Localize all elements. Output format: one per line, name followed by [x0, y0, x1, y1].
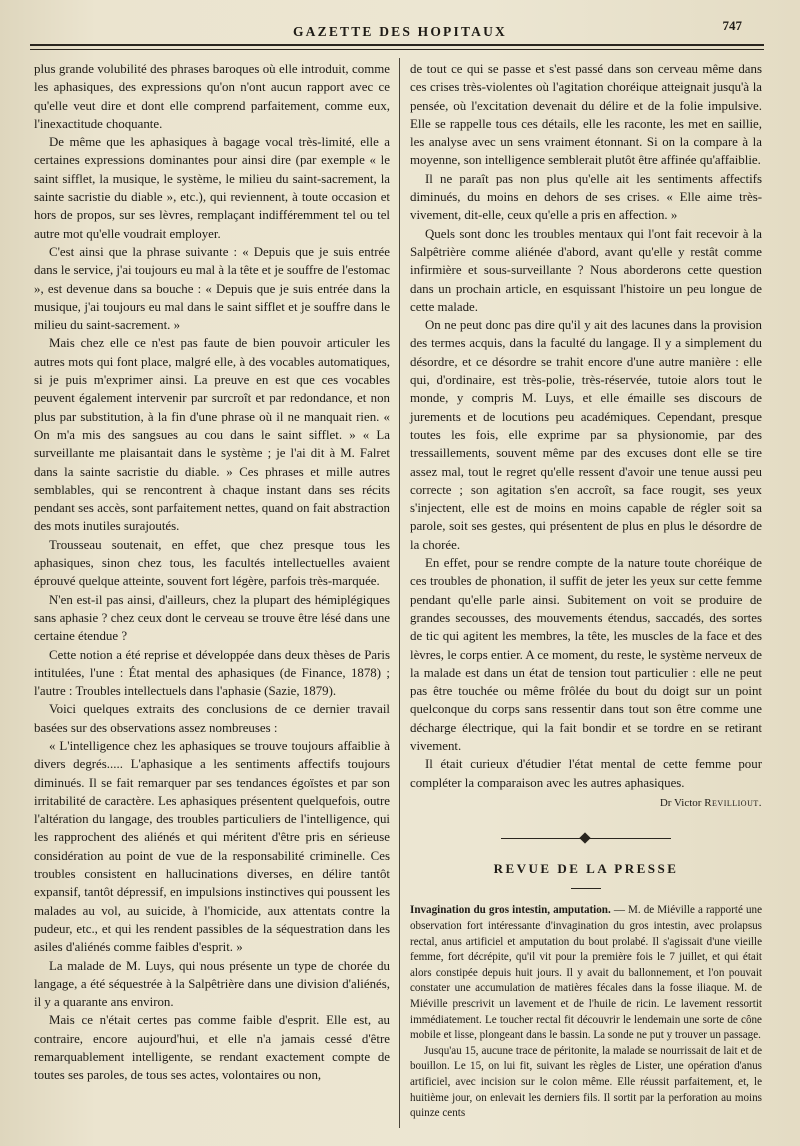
header-rule — [30, 44, 764, 46]
paragraph: Trousseau soutenait, en effet, que chez presque tous les aphasiques, sinon chez tous, les facultés intellectuelles avaient éprouvé quelque atteinte, souvent fort légère, parfois très-marquée. — [34, 537, 390, 589]
press-paragraph: Jusqu'au 15, aucune trace de péritonite, la malade se nourrissait de lait et de bouillon. Le 15, on lui fit, suivant les règles de Lister, une opération d'anus artificiel, avec incision sur le colon même. Elle réussit parfaitement, et, le huitième jour, on enlevait les derniers fils. Il sortit par la perforation au moins quinze cents — [410, 1044, 762, 1120]
paragraph: De même que les aphasiques à bagage vocal très-limité, elle a certaines expressions dominantes pour ainsi dire (par exemple « le saint sifflet, la musique, le système, le milieu du saint-sacrement, la sainte sacristie du diable », etc.), qui reviennent, à toute occasion et hors de propos, sur ses lèvres, remplaçant indifféremment tel ou tel autre mot qu'elle voudrait employer. — [34, 135, 390, 241]
author-signature — [410, 794, 762, 812]
section-heading: REVUE DE LA PRESSE — [493, 861, 679, 877]
quotation-paragraph: « L'intelligence chez les aphasiques se trouve toujours affaiblie à divers degrés..... L'aphasique a les sentiments affectifs toujours diminués. Il se fait remarquer par ses tendances égoïstes et par son irritabilité de caractère. Les aphasiques présentent quelquefois, outre l'altération du langage, des troubles particuliers de l'intelligence, qui les rapprochent des aliénés et qui méritent d'être pris en sérieuse considération au point de vue de la responsabilité criminelle. Ces troubles consistent en hallucinations diverses, en délire tantôt expansif, tantôt dépressif, en impulsions instinctives qui poussent les malades au vol, au suicide, à l'homicide, aux attentats contre la pudeur, etc., et qui les rendent passibles de la séquestration dans les asiles d'aliénés comme faibles d'esprit. » — [34, 738, 390, 955]
paragraph: N'en est-il pas ainsi, d'ailleurs, chez la plupart des hémiplégiques sans aphasie ? chez ceux dont le cerveau se trouve être lésé dans une certaine étendue ? — [34, 592, 390, 644]
right-column — [410, 60, 762, 1122]
diamond-icon — [579, 833, 590, 844]
running-head — [0, 18, 800, 44]
paragraph: Quels sont donc les troubles mentaux qui l'ont fait recevoir à la Salpêtrière comme aliénée d'abord, avant qu'elle y restât comme infirmière et sous-surveillante ? Nous aborderons cette question dans un prochain article, en esquissant l'histoire un peu longue de cette malade. — [410, 226, 762, 314]
paragraph: Mais chez elle ce n'est pas faute de bien pouvoir articuler les autres mots qui font place, malgré elle, à des vocables automatiques, si je puis m'exprimer ainsi. La preuve en est que ces vocables peuvent également intervenir par surcroît et par redondance, et non plus par substitution, à la fin d'une phrase où il ne manquait rien. « On m'a mis des sangsues au cou dans le saint sifflet. » « La surveillante me plaisantait dans le système ; je l'ai dit à M. Falret dans la sainte sacristie du diable. » Ces phrases et mille autres semblables, qui se rencontrent à chaque instant dans ses récits pendant ses accès, sont parfaitement nettes, quand on fait abstraction des mots inutiles surajoutés. — [34, 336, 390, 534]
press-item-title: Invagination du gros intestin, amputation. — [410, 904, 611, 917]
paragraph: On ne peut donc pas dire qu'il y ait des lacunes dans la provision des termes acquis, dans la faculté du langage. Il y a simplement du désordre, et ce désordre se trahit encore d'une autre manière : elle qui, d'ordinaire, est très-polie, très-réservée, tutoie alors tout le monde, y compris M. Luys, et elle émaille ses discours de jurements et de locutions peu académiques. Cependant, presque toutes les fois, elle exprime par sa physionomie, par des tressaillements, souvent même par des excuses dont elle se tire assez mal, tout le regret qu'elle ressent d'avoir une tenue aussi peu correcte ; son agitation s'en accroît, sa face rougit, ses yeux s'injectent, elle est de moins en moins capable de régler soit sa parole, soit ses gestes, qui présentent de plus en plus le désordre de la chorée. — [410, 318, 762, 552]
paragraph: C'est ainsi que la phrase suivante : « Depuis que je suis entrée dans le service, j'ai toujours eu mal à la tête et je souffre de l'estomac », est devenue dans sa bouche : « Depuis que je suis entrée dans la musique, j'ai toujours eu mal dans le saint sifflet et je souffre dans le milieu du saint-sacrement. » — [34, 244, 390, 333]
section-ornament — [501, 834, 671, 844]
paragraph: Voici quelques extraits des conclusions de ce dernier travail basées sur des observations assez nombreuses : — [34, 702, 390, 735]
heading-rule — [571, 888, 601, 889]
left-column — [34, 60, 390, 1085]
header-rule-thin — [30, 49, 764, 50]
paragraph: Mais ce n'était certes pas comme faible d'esprit. Elle est, au contraire, encore aujourd'hui, et elle n'a jamais cessé d'être remarquablement intelligente, se rendant exactement compte de toutes ses paroles, de tous ses actes, volontaires ou non, — [34, 1013, 390, 1083]
signature-name: Revilliout. — [704, 796, 762, 809]
page-number: 747 — [722, 18, 742, 33]
signature-prefix: Dr Victor — [659, 796, 702, 809]
paragraph: Il était curieux d'étudier l'état mental de cette femme pour compléter la comparaison avec les autres aphasiques. — [410, 757, 762, 790]
journal-title: GAZETTE DES HOPITAUX — [292, 24, 508, 39]
press-item-text: — M. de Miéville a rapporté une observation fort intéressante d'invagination du gros intestin, avec prolapsus rectal, anus artificiel et amputation du bout prolabé. Il s'agissait d'une vieille femme, fort décrépite, qu'il vit pour la première fois le 7 juillet, et qui était alors constipée depuis huit jours. Il y avait du ballonnement, et l'on pouvait constater une accumulation de matières fécales dans la fosse iliaque. M. de Miéville prescrivit un lavement et de l'huile de ricin. Le lavement ressortit immédiatement. Le toucher rectal fit découvrir le lendemain une sorte de cône mobile et lisse, plongeant dans le bassin. La sonde ne put y trouver un passage. — [410, 904, 763, 1042]
paragraph: Il ne paraît pas non plus qu'elle ait les sentiments affectifs diminués, du moins en dehors de ses crises. « Elle aime très-vivement, dit-elle, ceux qu'elle a pris en affection. » — [410, 171, 762, 223]
press-paragraph — [410, 903, 762, 1043]
paragraph: plus grande volubilité des phrases baroques où elle introduit, comme les aphasiques, des expressions qu'on n'ont aucun rapport avec ce qu'elle veut dire et dont elle comprend parfaitement, comme eux, l'inexactitude choquante. — [34, 62, 390, 131]
press-review-item — [410, 903, 762, 1121]
paragraph: En effet, pour se rendre compte de la nature toute choréique de ces troubles de phonation, il suffit de jeter les yeux sur cette femme pendant qu'elle parle ainsi. Subitement on voit se produire de grandes secousses, des mouvements étendus, saccadés, des sortes de tic qui agitent les membres, la tête, les muscles de la face et des lèvres, le corps entier. A ce moment, du reste, le système nerveux de la malade est dans un état de tension tout particulier : elle ne peut pas être touchée ou même frôlée du bout du doigt sur un point quelconque du corps sans ressentir dans tout son être comme une décharge électrique, qui la fait bondir et se tordre en se retirant vivement. — [410, 556, 762, 753]
paragraph: La malade de M. Luys, qui nous présente un type de chorée du langage, a été séquestrée à la Salpêtrière dans une division d'aliénés, il y a quarante ans environ. — [34, 958, 390, 1010]
paragraph: de tout ce qui se passe et s'est passé dans son cerveau même dans ces crises très-violentes où l'agitation choréique atteignait jusqu'à la pensée, où l'excitation devenait du délire et de la folie impulsive. Elle se rappelle tous ces détails, elle les raconte, les met en saillie, les analyse avec un sens vraiment étonnant. Si on la compare à la moyenne, son intelligence semblerait plutôt être affinée qu'affaiblie. — [410, 62, 762, 168]
column-divider — [399, 58, 400, 1128]
paragraph: Cette notion a été reprise et développée dans deux thèses de Paris intitulées, l'une : État mental des aphasiques (de Finance, 1878) ; l'autre : Troubles intellectuels dans l'aphasie (Sazie, 1879). — [34, 647, 390, 699]
